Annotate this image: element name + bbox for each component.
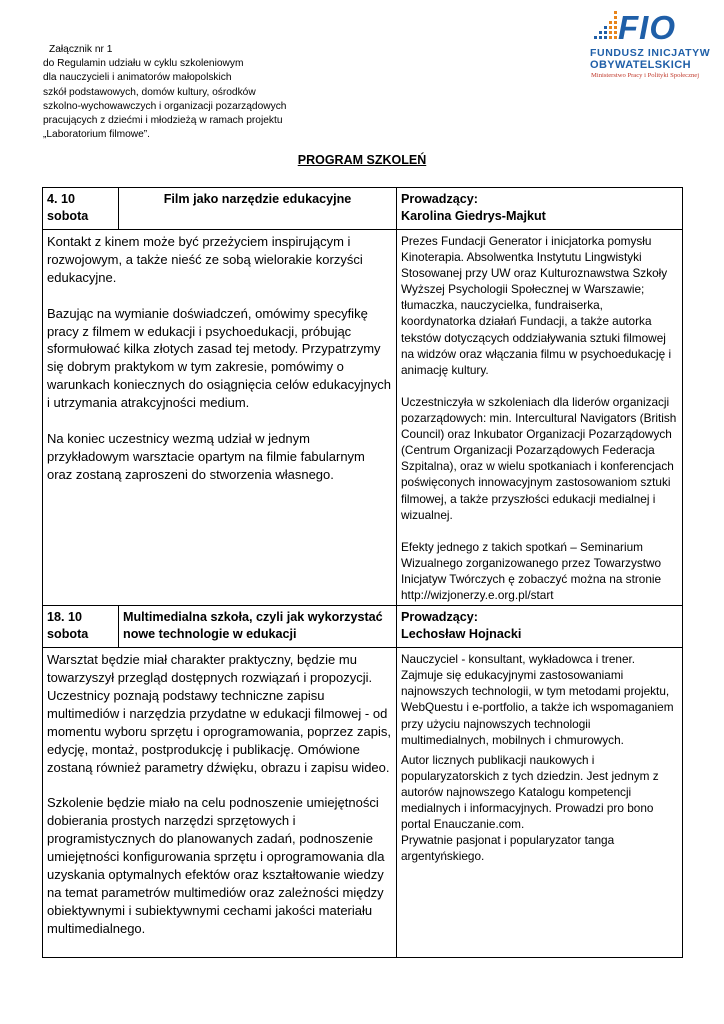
topic-text: nowe technologie w edukacji: [123, 627, 297, 642]
annex-line: do Regulamin udziału w cyklu szkoleniowym: [43, 58, 244, 70]
session-lecturer: [397, 606, 683, 648]
bio-paragraph: Prywatnie pasjonat i popularyzator tanga argentyńskiego.: [401, 833, 615, 864]
annex-line: szkół podstawowych, domów kultury, ośrodków: [43, 86, 256, 98]
fio-logo: [588, 10, 713, 82]
session-header-row: [43, 606, 683, 648]
annex-line: dla nauczycieli i animatorów małopolskich: [43, 72, 232, 84]
session-topic: [119, 606, 397, 648]
topic-text: Multimedialna szkoła, czyli jak wykorzystać: [123, 610, 383, 625]
logo-acronym: FIO: [618, 9, 676, 46]
bio-paragraph: Autor licznych publikacji naukowych i popularyzatorskich z tych dziedzin. Jest jednym z autorów najnowszego Katalogu kompetencji medialnych i informacyjnych. Prowadzi pro bono portal Enauczanie.com.: [401, 752, 659, 832]
lecturer-label: Prowadzący:: [401, 192, 478, 206]
annex-line: „Laboratorium filmowe”.: [43, 129, 151, 141]
description-paragraph: Warsztat będzie miał charakter praktyczny, będzie mu towarzyszył przegląd dostępnych rozwiązań i propozycji. Uczestnicy poznają podstawy techniczne zapisu multimediów i narzędzia przydatne w edukacji filmowej - od momentu wyboru sprzętu i oprogramowania, poprzez zapis, edycję, montaż, postprodukcję i publikację. Omówione zostaną również parametry dźwięku, obrazu i zapisu wideo.: [47, 652, 391, 775]
description-paragraph: Na koniec uczestnicy wezmą udział w jednym przykładowym warsztacie opartym na filmie fabularnym oraz zostaną zaproszeni do stworzenia własnego.: [47, 430, 365, 482]
date-weekday: sobota: [47, 627, 89, 642]
date-weekday: sobota: [47, 209, 89, 223]
session-description: [43, 230, 397, 606]
description-paragraph: Szkolenie będzie miało na celu podnoszenie umiejętności dobierania prostych narzędzi sprzętowych i programistycznych do planowanych zadań, podnoszenie umiejętności konfigurowania sprzętu i oprogramowania dla uzyskania optymalnych efektów oraz kształtowanie wiedzy na temat parametrów multimediów oraz zależności między obiektywnymi i subiektywnymi cechami jakości materiału multimedialnego.: [47, 795, 385, 936]
annex-line: szkolno-wychowawczych i organizacji pozarządowych: [43, 100, 287, 112]
bio-paragraph: Uczestniczyła w szkoleniach dla liderów organizacji pozarządowych: min. Intercultural Navigators (British Council) oraz Inkubator Organizacji Pozarządowych (Centrum Organizacji Pozarządowych Federacja Szpitalna), oraz w wielu spotkaniach i konferencjach poświęconych innowacyjnym zastosowaniom sztuki filmowej, a także przyszłości edukacji medialnej i wizualnej.: [401, 394, 677, 522]
date-day: 4. 10: [47, 192, 76, 206]
annex-line: pracujących z dziećmi i młodzieżą w ramach projektu: [43, 115, 283, 127]
session-date: [43, 606, 119, 648]
lecturer-bio: [397, 648, 683, 958]
bio-paragraph: Nauczyciel - konsultant, wykładowca i trener. Zajmuje się edukacyjnymi zastosowaniami najnowszych technologii, w tym metodami projektu, WebQuestu i e-portfolio, a także ich wspomaganiem przy użyciu najnowszych technologii multimedialnych, mobilnych i chmurowych.: [401, 652, 674, 747]
bio-paragraph: Prezes Fundacji Generator i inicjatorka pomysłu Kinoterapia. Absolwentka Instytutu Lingwistyki Stosowanej przy UW oraz Kulturoznawstwa Szkoły Wyższej Psychologii Społecznej w Warszawie; tłumaczka, nauczycielka, fundraiserka, koordynatorka działań Fundacji, a także autorka tekstów dotyczących oddziaływania sztuki filmowej na widzów oraz włączania filmu w psychoedukację i animację kultury.: [401, 234, 672, 377]
session-content-row: [43, 230, 683, 606]
session-date: [43, 188, 119, 230]
logo-line-1: FUNDUSZ INICJATYW: [590, 47, 711, 59]
dots-icon: [588, 10, 618, 44]
session-topic: [119, 188, 397, 230]
description-paragraph: Kontakt z kinem może być przeżyciem inspirującym i rozwojowym, a także nieść ze sobą wielorakie korzyści edukacyjne.: [47, 234, 363, 285]
session-content-row: [43, 648, 683, 958]
session-description: [43, 648, 397, 958]
topic-text: Film jako narzędzie edukacyjne: [163, 192, 352, 206]
annex-line: Załącznik nr 1: [49, 44, 113, 55]
date-day: 18. 10: [47, 610, 83, 625]
lecturer-name: Karolina Giedrys-Majkut: [401, 209, 546, 223]
logo-ministry: Ministerstwo Pracy i Polityki Społecznej: [591, 72, 700, 79]
program-table: [42, 187, 683, 958]
lecturer-name: Lechosław Hojnacki: [401, 627, 522, 642]
session-header-row: [43, 188, 683, 230]
logo-line-2: OBYWATELSKICH: [590, 59, 691, 71]
lecturer-bio: [397, 230, 683, 606]
lecturer-label: Prowadzący:: [401, 610, 478, 625]
annex-note: [43, 43, 333, 142]
bio-paragraph: Efekty jednego z takich spotkań – Seminarium Wizualnego zorganizowanego przez Towarzystwo Inicjatyw Twórczych ę zobaczyć można na stronie http://wizjonerzy.e.org.pl/start: [401, 539, 662, 603]
session-lecturer: [397, 188, 683, 230]
page-title: PROGRAM SZKOLEŃ: [297, 153, 427, 167]
description-paragraph: Bazując na wymianie doświadczeń, omówimy specyfikę pracy z filmem w edukacji i psychoedukacji, próbując sformułować kilka złotych zasad tej metody. Przypatrzymy się dobrym praktykom w tym zakresie, pomówimy o warunkach koniecznych do osiągnięcia celów edukacyjnych i utrzymania atrakcyjności medium.: [47, 305, 391, 411]
